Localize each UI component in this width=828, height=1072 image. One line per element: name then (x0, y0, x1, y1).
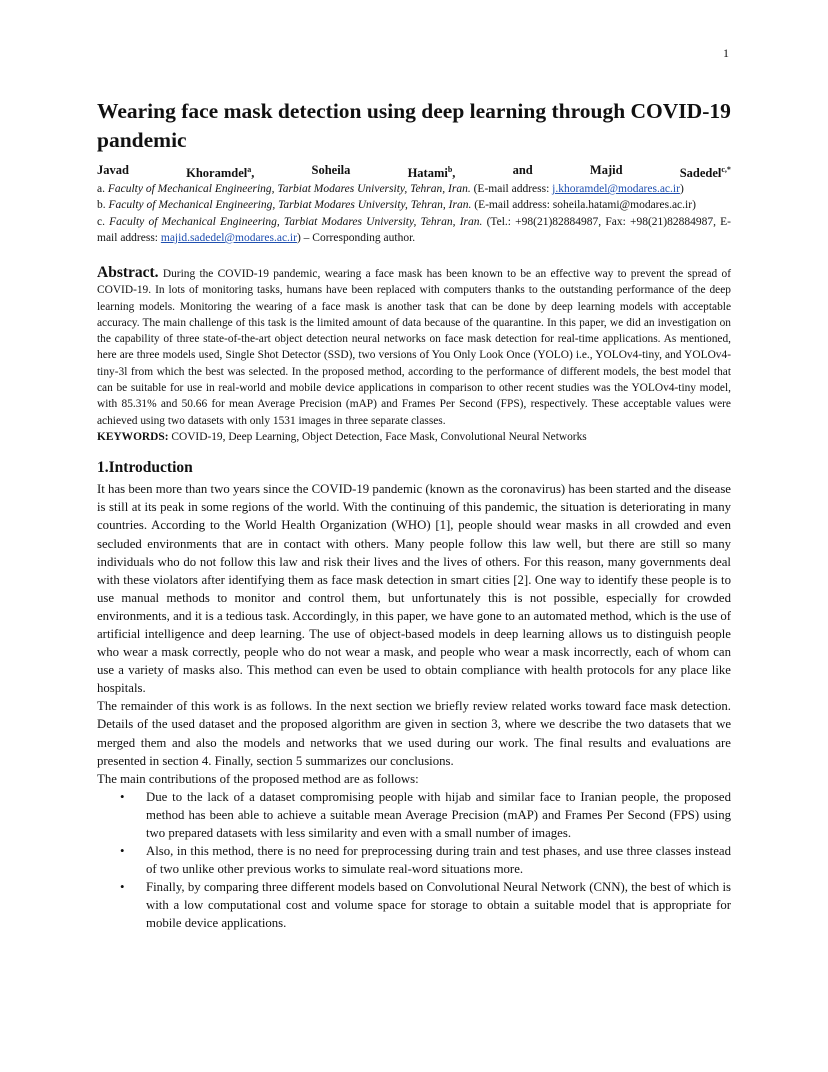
email-link-sadedel[interactable]: majid.sadedel@modares.ac.ir (160, 231, 297, 244)
author-sadedel (680, 162, 731, 181)
paper-title: Wearing face mask detection using deep learning through COVID-19 pandemic (97, 99, 731, 152)
email-link-khoramdel[interactable]: j.khoramdel@modares.ac.ir (552, 183, 680, 196)
keywords-text: COVID-19, Deep Learning, Object Detection, Face Mask, Convolutional Neural Networks (171, 430, 587, 443)
contribution-text: Also, in this method, there is no need for preprocessing during train and test phases, and use three classes instead of two unlike other previous works to simulate real-word situations more. (146, 844, 731, 877)
author-last-name: Khoramdel (186, 166, 248, 181)
email-text-hatami: (E-mail address: soheila.hatami@modares.ac.ir) (474, 199, 696, 212)
author-separator: , (452, 166, 456, 181)
affiliation-text: Faculty of Mechanical Engineering, Tarbiat Modares University, Tehran, Iran. (108, 199, 472, 212)
section-heading-introduction (97, 458, 731, 478)
intro-paragraph-2: The remainder of this work is as follows. In the next section we briefly review related works toward face mask detection. Details of the used dataset and the proposed algorithm are given in section 3, where we describe the two datasets that we merged them and also the models and networks that we used during our work. The final results and evaluations are presented in section 4. Finally, section 5 summarizes our conclusions. (97, 699, 731, 768)
contribution-text: Due to the lack of a dataset compromising people with hijab and similar face to Iranian people, the proposed method has been able to achieve a suitable mean Average Precision (mAP) and Frames Per Second (FPS) using two prepared datasets with less similarity and even with a small number of images. (146, 789, 731, 841)
list-item (120, 878, 731, 932)
affiliation-label: c. (97, 215, 105, 228)
contributions-list (97, 788, 731, 933)
author-first-name: Majid (589, 163, 623, 177)
list-item (120, 788, 731, 842)
abstract-text: During the COVID-19 pandemic, wearing a face mask has been known to be an effective way to prevent the spread of COVID-19. In lots of monitoring tasks, humans have been replaced with computers thanks to the outstanding performance of the deep learning models. Monitoring the wearing of a face mask is another task that can be done by deep learning models with acceptable accuracy. The main challenge of this task is the limited amount of data because of the quarantine. In this paper, we did an investigation on the capability of three state-of-the-art object detection neural networks on face mask detection for real-time applications. As mentioned, here are three models used, Single Shot Detector (SSD), two versions of You Only Look Once (YOLO) i.e., YOLOv4-tiny, and YOLOv4-tiny-3l from which the best was selected. In the proposed method, according to the performance of different models, the best model that can be suitable for use in real-world and mobile device applications in comparison to other recent studies was the YOLOv4-tiny model, with 85.31% and 50.66 for mean Average Precision (mAP) and Frames Per Second (FPS), respectively. These acceptable values were achieved using two datasets with only 1531 images in three separate classes. (97, 267, 731, 427)
affiliation-a (97, 181, 731, 197)
abstract-label: Abstract. (97, 263, 159, 281)
contribution-text: Finally, by comparing three different models based on Convolutional Neural Network (CNN), the best of which is with a low computational cost and volume space for storage to obtain a suitable model that is appropriate for mobile device applications. (146, 880, 731, 931)
corresponding-author-note: ) – Corresponding author. (296, 231, 416, 244)
author-affiliation-mark: a (247, 165, 252, 174)
author-affiliation-mark: c,* (721, 165, 731, 174)
affiliation-text: Faculty of Mechanical Engineering, Tarbiat Modares University, Tehran, Iran. (107, 183, 471, 196)
intro-paragraph-3: The main contributions of the proposed method are as follows: (97, 771, 419, 786)
bullet-icon: • (120, 844, 125, 859)
affiliation-label: a. (97, 183, 105, 196)
affiliation-b (97, 197, 731, 213)
email-prefix: (E-mail address: (473, 183, 550, 196)
keywords (97, 429, 731, 445)
paper-body (97, 97, 731, 933)
author-first-name: Soheila (311, 163, 351, 177)
affiliation-c (97, 214, 731, 246)
bullet-icon: • (120, 789, 125, 804)
affiliation-text: Faculty of Mechanical Engineering, Tarbiat Modares University, Tehran, Iran. (109, 215, 483, 228)
author-last-name: Sadedel (679, 166, 722, 181)
email-suffix: ) (679, 183, 684, 196)
author-hatami (408, 162, 456, 181)
author-separator: , (251, 166, 255, 181)
author-last-name: Hatami (407, 166, 448, 181)
affiliation-label: b. (97, 199, 106, 212)
intro-paragraph-1: It has been more than two years since the COVID-19 pandemic (known as the coronavirus) has been started and the disease is still at its peak in some regions of the world. With the continuing of this pandemic, the situation is deteriorating in many countries. According to the World Health Organization (WHO) [1], people should wear masks in all crowded and even secluded environments that are in contact with others. Many people follow this law well, but there are still so many individuals who do not follow this law and risk their lives and the lives of others. For this reason, many governments deal with these violators after identifying them as face mask detection in smart cities [2]. One way to identify these people is to use manual methods to monitor and control them, but unfortunately this is not possible, especially for crowded environments, and it is a tedious task. Accordingly, in this paper, we have gone to an automated method, which is the use of artificial intelligence and deep learning. The use of object-based models in deep learning allows us to distinguish people who wear a mask correctly, people who do not wear a mask, and people who wear a mask incorrectly, each of whom can use a variety of masks also. This method can even be used to obtain compliance with health protocols for any place like hospitals. (97, 482, 731, 696)
keywords-label: KEYWORDS: (97, 430, 169, 443)
section-title: Introduction (108, 459, 193, 477)
author-first-name: Javad (97, 163, 129, 177)
author-conjunction: and (512, 163, 533, 177)
bullet-icon: • (120, 880, 125, 895)
abstract (97, 265, 731, 429)
page-number: 1 (723, 46, 729, 60)
author-line (97, 162, 731, 181)
section-number: 1. (97, 459, 109, 477)
list-item (120, 842, 731, 878)
author-affiliation-mark: b (447, 165, 453, 174)
contact-details: (Tel.: +98(21)82884987, Fax: +98(21)82884987, E-mail address: (97, 215, 732, 244)
author-khoramdel (186, 162, 254, 181)
